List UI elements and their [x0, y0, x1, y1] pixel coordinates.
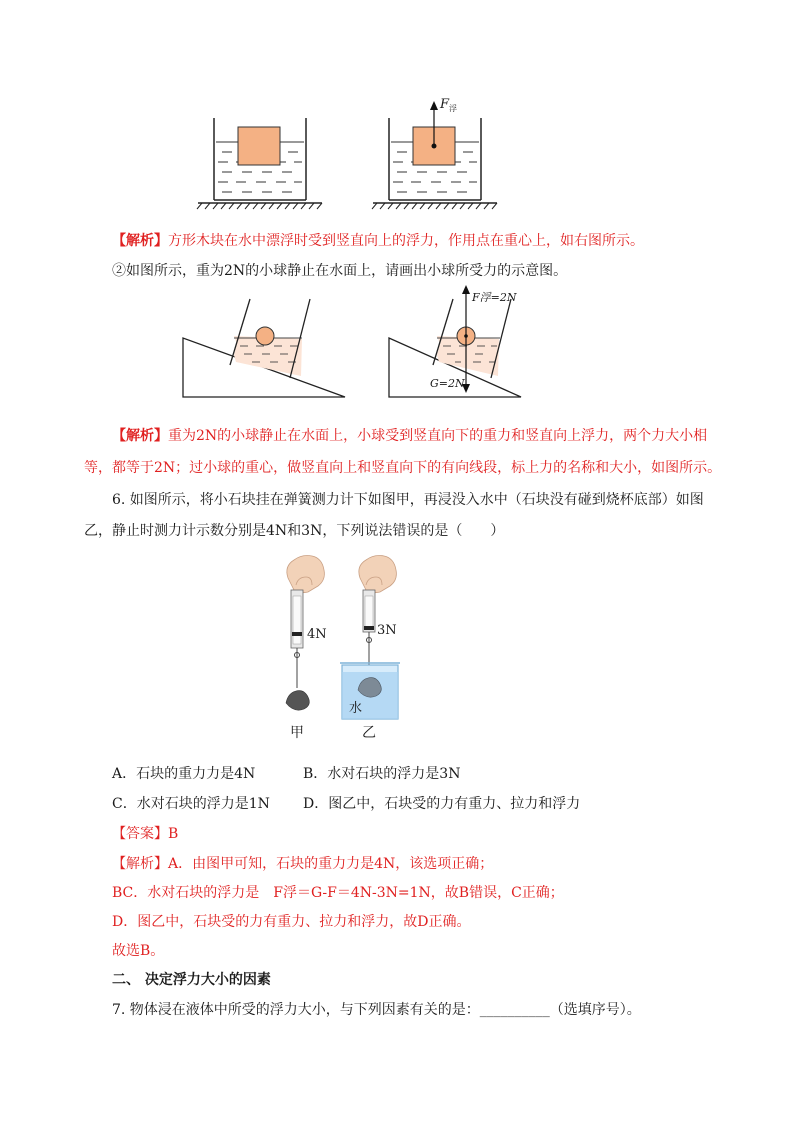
- scale-a: [286, 590, 309, 710]
- analysis-3-line-3: D．图乙中，石块受的力有重力、拉力和浮力，故D正确。: [112, 914, 471, 930]
- question-2-text: ②如图所示，重为2N的小球静止在水面上，请画出小球所受力的示意图。: [112, 263, 568, 279]
- float-force-label: F浮=2N: [472, 291, 517, 304]
- option-d: D．图乙中，石块受的力有重力、拉力和浮力: [303, 796, 581, 812]
- scale-a-reading: 4N: [307, 627, 327, 642]
- analysis-1: 【解析】方形木块在水中漂浮时受到竖直向上的浮力，作用点在重心上，如右图所示。: [112, 233, 644, 249]
- option-b: B．水对石块的浮力是3N: [303, 766, 461, 782]
- question-7-text: 7. 物体浸在液体中所受的浮力大小，与下列因素有关的是：__________（选填序号）。: [112, 1002, 641, 1018]
- option-a: A．石块的重力力是4N: [112, 766, 256, 782]
- buoyancy-force-label: $F_浮$: [440, 97, 458, 113]
- hand-a: [287, 556, 325, 593]
- gravity-label: G=2N: [430, 377, 465, 390]
- question-6-line-2: 乙，静止时测力计示数分别是4N和3N，下列说法错误的是（ ）: [84, 523, 505, 539]
- water-label: 水: [349, 701, 363, 716]
- option-c: C．水对石块的浮力是1N: [112, 796, 270, 812]
- figure-label-a: 甲: [290, 725, 304, 741]
- analysis-3-line-1: 【解析】A．由图甲可知，石块的重力力是4N，该选项正确；: [112, 856, 494, 872]
- analysis-3-line-4: 故选B。: [112, 943, 165, 959]
- question-6-line-1: 6. 如图所示，将小石块挂在弹簧测力计下如图甲，再浸没入水中（石块没有碰到烧杯底部）如图: [112, 492, 704, 508]
- analysis-2-line-2: 等，都等于2N；过小球的重心，做竖直向上和竖直向下的有向线段，标上力的名称和大小，如图所示。: [84, 460, 722, 476]
- section-heading: 二、 决定浮力大小的因素: [112, 972, 271, 988]
- figure-label-b: 乙: [362, 725, 376, 741]
- analysis-2-line-1: 【解析】重为2N的小球静止在水面上，小球受到竖直向下的重力和竖直向上浮力，两个力大小相: [112, 428, 708, 444]
- analysis-3-line-2: BC．水对石块的浮力是 F浮＝G-F＝4N-3N=1N，故B错误，C正确；: [112, 885, 564, 901]
- answer: 【答案】B: [112, 826, 179, 842]
- scale-b-reading: 3N: [377, 623, 397, 638]
- hand-b: [359, 556, 397, 593]
